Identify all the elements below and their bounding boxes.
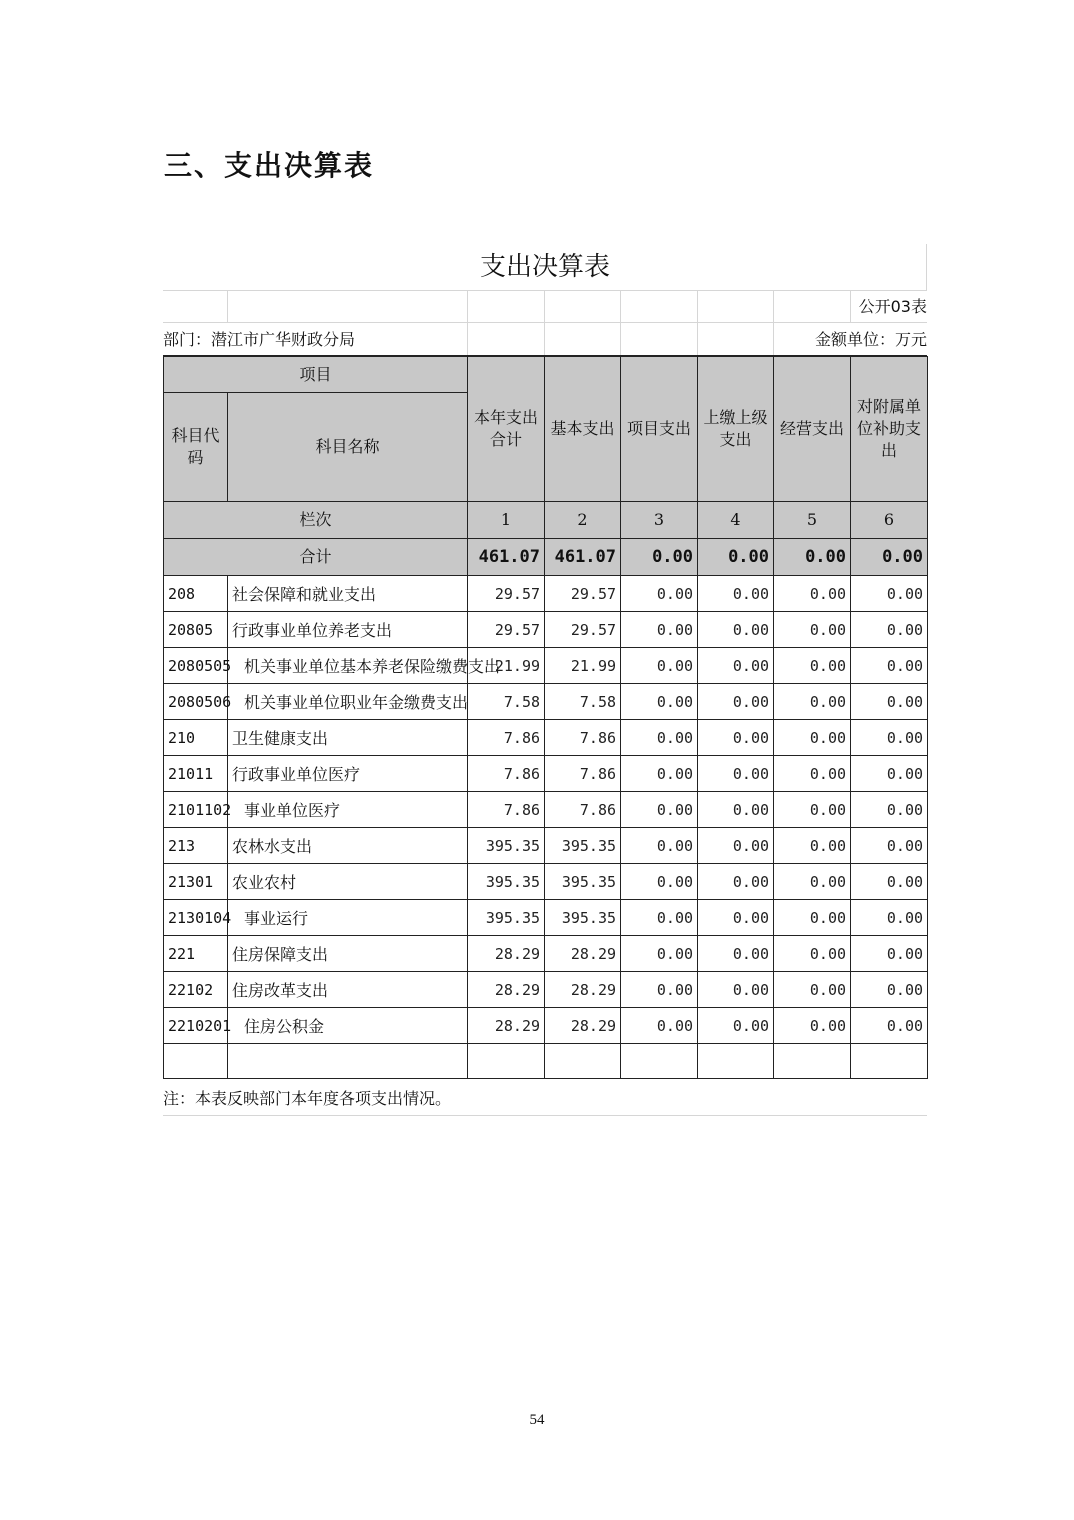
table-row: [164, 828, 928, 864]
amount-cell: 0.00: [621, 792, 698, 828]
table-row: [164, 720, 928, 756]
amount-cell: 0.00: [851, 648, 928, 684]
table-row: [164, 864, 928, 900]
amount-cell: 0.00: [621, 756, 698, 792]
amount-cell: 7.86: [468, 720, 545, 756]
amount-cell: 395.35: [545, 900, 621, 936]
total-value: 461.07: [545, 539, 621, 576]
amount-cell: 0.00: [621, 684, 698, 720]
amount-cell: 0.00: [774, 936, 851, 972]
amount-cell: 0.00: [851, 864, 928, 900]
amount-cell: 0.00: [698, 864, 774, 900]
blank-cell: [228, 1044, 468, 1079]
grid-line: [467, 323, 468, 355]
subject-name: 住房公积金: [228, 1008, 468, 1044]
amount-cell: 0.00: [774, 900, 851, 936]
amount-cell: 0.00: [621, 864, 698, 900]
grid-line: [773, 323, 774, 355]
blank-cell: [698, 1044, 774, 1079]
amount-cell: 0.00: [774, 612, 851, 648]
amount-cell: 21.99: [468, 648, 545, 684]
table-row: [164, 972, 928, 1008]
code-header: 科目代码: [164, 393, 228, 502]
table-row: [164, 756, 928, 792]
subject-name: 机关事业单位基本养老保险缴费支出: [228, 648, 468, 684]
grid-line: [620, 323, 621, 355]
blank-cell: [164, 1044, 228, 1079]
blank-cell: [774, 1044, 851, 1079]
total-value: 0.00: [774, 539, 851, 576]
total-value: 0.00: [698, 539, 774, 576]
department-label: 部门：潜江市广华财政分局: [163, 330, 356, 349]
item-group-header: 项目: [164, 357, 468, 393]
page-number: 54: [529, 1412, 545, 1428]
amount-cell: 28.29: [545, 972, 621, 1008]
amount-cell: 395.35: [545, 864, 621, 900]
amount-cell: 7.86: [468, 756, 545, 792]
table-row: [164, 1008, 928, 1044]
subject-code: 22102: [164, 972, 228, 1008]
amount-cell: 0.00: [851, 972, 928, 1008]
amount-cell: 0.00: [774, 684, 851, 720]
amount-cell: 0.00: [621, 900, 698, 936]
amount-cell: 0.00: [851, 720, 928, 756]
meta-row: [163, 323, 927, 356]
amount-cell: 0.00: [774, 828, 851, 864]
amount-cell: 0.00: [621, 648, 698, 684]
subject-name: 住房改革支出: [228, 972, 468, 1008]
amount-cell: 28.29: [468, 972, 545, 1008]
grid-line: [227, 291, 228, 322]
amount-cell: 28.29: [545, 1008, 621, 1044]
total-row: [164, 539, 928, 576]
subject-name: 农业农村: [228, 864, 468, 900]
amount-cell: 0.00: [621, 828, 698, 864]
amount-cell: 0.00: [851, 756, 928, 792]
amount-cell: 0.00: [851, 576, 928, 612]
total-value: 0.00: [851, 539, 928, 576]
sheet-title: 支出决算表: [163, 244, 927, 291]
amount-cell: 395.35: [468, 900, 545, 936]
amount-cell: 0.00: [698, 828, 774, 864]
amount-cell: 7.58: [468, 684, 545, 720]
amount-cell: 0.00: [774, 792, 851, 828]
amount-cell: 395.35: [545, 828, 621, 864]
amount-cell: 0.00: [774, 648, 851, 684]
amount-cell: 0.00: [621, 936, 698, 972]
subject-name: 事业运行: [228, 900, 468, 936]
grid-line: [544, 323, 545, 355]
amount-cell: 0.00: [621, 720, 698, 756]
section-heading: 三、支出决算表: [164, 149, 375, 182]
amount-cell: 7.86: [468, 792, 545, 828]
amount-cell: 29.57: [545, 576, 621, 612]
table-row: [164, 684, 928, 720]
blank-row: [164, 1044, 928, 1079]
table-row: [164, 900, 928, 936]
amount-cell: 0.00: [851, 684, 928, 720]
blank-cell: [545, 1044, 621, 1079]
subject-name: 事业单位医疗: [228, 792, 468, 828]
expenditure-table: [163, 356, 928, 1079]
amount-cell: 0.00: [621, 576, 698, 612]
subject-code: 21301: [164, 864, 228, 900]
amount-cell: 0.00: [774, 756, 851, 792]
subject-name: 农林水支出: [228, 828, 468, 864]
name-header: 科目名称: [228, 393, 468, 502]
column-index: 2: [545, 502, 621, 539]
amount-cell: 395.35: [468, 864, 545, 900]
table-row: [164, 792, 928, 828]
amount-cell: 29.57: [545, 612, 621, 648]
grid-line: [773, 291, 774, 322]
total-value: 0.00: [621, 539, 698, 576]
amount-cell: 0.00: [851, 1008, 928, 1044]
table-note: 注：本表反映部门本年度各项支出情况。: [163, 1079, 927, 1116]
amount-cell: 7.86: [545, 720, 621, 756]
subject-code: 208: [164, 576, 228, 612]
amount-cell: 28.29: [545, 936, 621, 972]
amount-cell: 28.29: [468, 936, 545, 972]
amount-cell: 395.35: [468, 828, 545, 864]
amount-cell: 0.00: [698, 576, 774, 612]
header-row-1: [164, 357, 928, 393]
subject-code: 213: [164, 828, 228, 864]
form-number-row: [163, 291, 927, 323]
col3-header: 项目支出: [621, 357, 698, 502]
unit-label: 金额单位：万元: [814, 330, 927, 349]
amount-cell: 0.00: [851, 936, 928, 972]
amount-cell: 0.00: [774, 576, 851, 612]
column-index-label: 栏次: [164, 502, 468, 539]
column-index: 4: [698, 502, 774, 539]
form-number: 公开03表: [858, 297, 927, 316]
amount-cell: 0.00: [698, 900, 774, 936]
column-index: 1: [468, 502, 545, 539]
col5-header: 经营支出: [774, 357, 851, 502]
amount-cell: 0.00: [851, 900, 928, 936]
blank-cell: [621, 1044, 698, 1079]
amount-cell: 0.00: [774, 1008, 851, 1044]
amount-cell: 0.00: [851, 792, 928, 828]
amount-cell: 0.00: [774, 972, 851, 1008]
subject-code: 221: [164, 936, 228, 972]
blank-cell: [468, 1044, 545, 1079]
subject-name: 行政事业单位养老支出: [228, 612, 468, 648]
amount-cell: 0.00: [698, 648, 774, 684]
col2-header: 基本支出: [545, 357, 621, 502]
amount-cell: 7.58: [545, 684, 621, 720]
grid-line: [697, 323, 698, 355]
table-row: [164, 648, 928, 684]
amount-cell: 0.00: [698, 720, 774, 756]
expenditure-sheet: [163, 244, 927, 1116]
amount-cell: 29.57: [468, 576, 545, 612]
subject-code: 21011: [164, 756, 228, 792]
table-row: [164, 612, 928, 648]
amount-cell: 0.00: [698, 1008, 774, 1044]
column-index-row: [164, 502, 928, 539]
subject-name: 机关事业单位职业年金缴费支出: [228, 684, 468, 720]
subject-code: 2080506: [164, 684, 228, 720]
subject-code: 20805: [164, 612, 228, 648]
subject-code: 2080505: [164, 648, 228, 684]
grid-line: [697, 291, 698, 322]
table-row: [164, 576, 928, 612]
amount-cell: 0.00: [851, 612, 928, 648]
col1-header: 本年支出合计: [468, 357, 545, 502]
amount-cell: 0.00: [621, 612, 698, 648]
amount-cell: 7.86: [545, 792, 621, 828]
subject-name: 卫生健康支出: [228, 720, 468, 756]
blank-cell: [851, 1044, 928, 1079]
subject-code: 2101102: [164, 792, 228, 828]
total-value: 461.07: [468, 539, 545, 576]
grid-line: [620, 291, 621, 322]
subject-name: 社会保障和就业支出: [228, 576, 468, 612]
grid-line: [850, 291, 851, 322]
amount-cell: 0.00: [698, 612, 774, 648]
subject-name: 行政事业单位医疗: [228, 756, 468, 792]
amount-cell: 0.00: [698, 936, 774, 972]
table-row: [164, 936, 928, 972]
table-body: [164, 576, 928, 1044]
col4-header: 上缴上级支出: [698, 357, 774, 502]
subject-code: 2210201: [164, 1008, 228, 1044]
total-label: 合计: [164, 539, 468, 576]
subject-name: 住房保障支出: [228, 936, 468, 972]
amount-cell: 28.29: [468, 1008, 545, 1044]
grid-line: [544, 291, 545, 322]
amount-cell: 21.99: [545, 648, 621, 684]
subject-code: 2130104: [164, 900, 228, 936]
column-index: 6: [851, 502, 928, 539]
amount-cell: 0.00: [698, 972, 774, 1008]
amount-cell: 0.00: [851, 828, 928, 864]
amount-cell: 0.00: [621, 972, 698, 1008]
amount-cell: 0.00: [698, 756, 774, 792]
amount-cell: 7.86: [545, 756, 621, 792]
grid-line: [467, 291, 468, 322]
col6-header: 对附属单位补助支出: [851, 357, 928, 502]
column-index: 5: [774, 502, 851, 539]
amount-cell: 0.00: [698, 684, 774, 720]
amount-cell: 0.00: [774, 720, 851, 756]
column-index: 3: [621, 502, 698, 539]
amount-cell: 0.00: [698, 792, 774, 828]
subject-code: 210: [164, 720, 228, 756]
amount-cell: 29.57: [468, 612, 545, 648]
amount-cell: 0.00: [621, 1008, 698, 1044]
amount-cell: 0.00: [774, 864, 851, 900]
